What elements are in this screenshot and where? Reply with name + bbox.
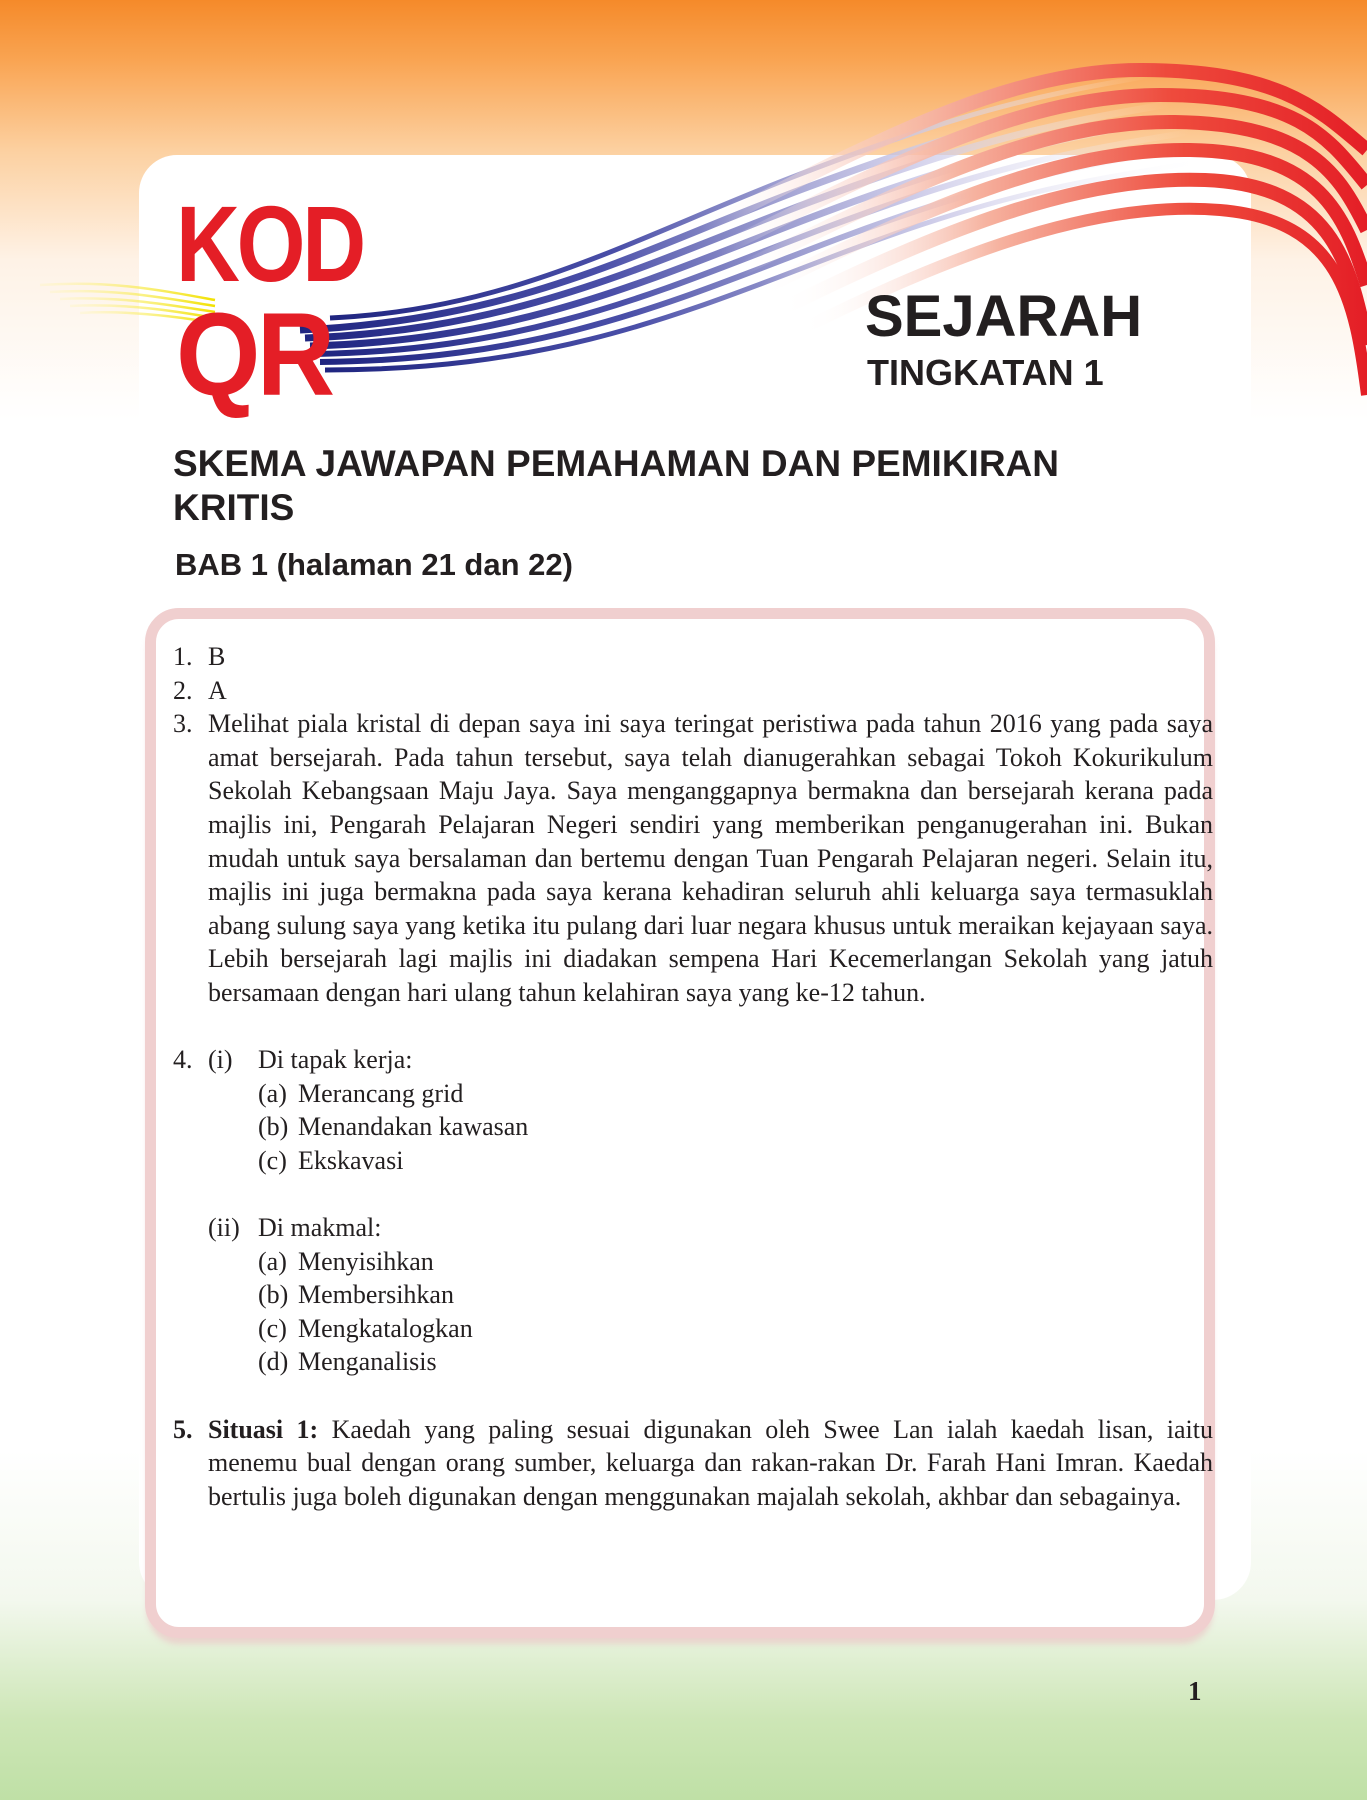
page-number: 1 [1188, 1676, 1202, 1706]
part-label: (ii) [208, 1213, 240, 1243]
sub-item-letter: (d) [258, 1347, 289, 1377]
sub-item-letter: (b) [258, 1280, 289, 1310]
answer-4-body [208, 1043, 1213, 1379]
answer-item-4 [173, 1043, 1213, 1379]
sub-item-text: Menandakan kawasan [298, 1112, 529, 1142]
sub-item-text: Mengkatalogkan [298, 1313, 473, 1343]
answer-item-2 [173, 674, 1213, 708]
situation-label: Situasi 1: [208, 1414, 319, 1444]
answer-content [173, 640, 1213, 1513]
answer-4-part-ii [208, 1211, 1213, 1245]
sub-item-letter: (a) [258, 1078, 287, 1108]
answer-item-3 [173, 707, 1213, 1009]
answer-text: Melihat piala kristal di depan saya ini saya teringat peristiwa pada tahun 2016 yang pada saya amat bersejarah. Pada tahun tersebut, saya telah dianugerahkan sebagai Tokoh Kokurikulum Sekolah Kebangsaan Maju Jaya. Saya menganggapnya bermakna dan bersejarah kerana pada majlis ini, Pengarah Pelajaran Negeri sendiri yang memberikan penganugerahan ini. Bukan mudah untuk saya bersalaman dan bertemu dengan Tuan Pengarah Pelajaran negeri. Selain itu, majlis ini juga bermakna pada saya kerana kehadiran seluruh ahli keluarga saya termasuklah abang sulung saya yang ketika itu pulang dari luar negara khusus untuk meraikan kejayaan saya. Lebih bersejarah lagi majlis ini diadakan sempena Hari Kecemerlangan Sekolah yang jatuh bersamaan dengan hari ulang tahun kelahiran saya yang ke-12 tahun. [208, 709, 1213, 1007]
logo-kod-text: KOD [176, 183, 363, 304]
sub-item-text: Membersihkan [298, 1280, 454, 1310]
logo-qr-text: QR [176, 289, 332, 421]
sub-item-letter: (c) [258, 1145, 287, 1175]
page-heading: SKEMA JAWAPAN PEMAHAMAN DAN PEMIKIRAN KRITIS [173, 443, 1059, 528]
answer-text: A [208, 675, 227, 705]
subject-level: TINGKATAN 1 [867, 352, 1104, 393]
answer-number: 5. [173, 1414, 193, 1444]
chapter-subheading: BAB 1 (halaman 21 dan 22) [175, 547, 573, 582]
sub-item [208, 1278, 1213, 1312]
sub-item-text: Menyisihkan [298, 1246, 434, 1276]
sub-item [208, 1077, 1213, 1111]
sub-item [208, 1144, 1213, 1178]
subject-title: SEJARAH [865, 284, 1143, 349]
part-title: Di tapak kerja: [258, 1045, 413, 1075]
part-label: (i) [208, 1045, 233, 1075]
sub-item-letter: (c) [258, 1313, 287, 1343]
answer-number: 1. [173, 642, 193, 671]
answer-item-5 [173, 1413, 1213, 1514]
sub-item-text: Merancang grid [298, 1078, 464, 1108]
sub-item-letter: (a) [258, 1246, 287, 1276]
answer-item-1 [173, 640, 1213, 674]
situation-text: Kaedah yang paling sesuai digunakan oleh Swee Lan ialah kaedah lisan, iaitu menemu bual dengan orang sumber, keluarga dan rakan-rakan Dr. Farah Hani Imran. Kaedah bertulis juga boleh digunakan dengan menggunakan majalah sekolah, akhbar dan sebagainya. [208, 1414, 1213, 1511]
sub-item-text: Menganalisis [298, 1347, 437, 1377]
sub-item-letter: (b) [258, 1112, 289, 1142]
answer-number: 4. [173, 1045, 193, 1075]
answer-number: 2. [173, 675, 193, 705]
sub-item [208, 1245, 1213, 1279]
answer-text: B [208, 642, 226, 671]
part-title: Di makmal: [258, 1213, 382, 1243]
answer-text [208, 1413, 1213, 1514]
sub-item [208, 1312, 1213, 1346]
answer-number: 3. [173, 709, 193, 739]
sub-item [208, 1110, 1213, 1144]
sub-item [208, 1345, 1213, 1379]
answer-4-part-i [208, 1043, 1213, 1077]
sub-item-text: Ekskavasi [298, 1145, 404, 1175]
